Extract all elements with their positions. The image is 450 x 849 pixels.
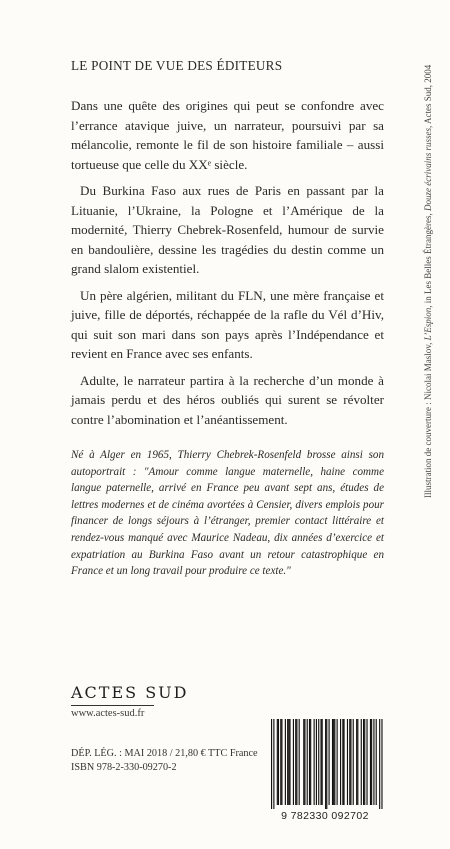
barcode-icon — [266, 717, 384, 809]
synopsis — [71, 96, 384, 436]
author-bio: Né à Alger en 1965, Thierry Chebrek-Rosenfeld brosse ainsi son autoportrait : "Amour comme langue maternelle, haine comme langue paternelle, arrivé en France peu avant sept ans, études de lettres modernes et de cinéma avortées à Censier, divers emplois pour financer de longs séjours à l’étranger, premier contact littéraire et rendez-vous manqué avec Maurice Nadeau, dix années d’exercice et expatriation au Burkina Faso avant un retour catastrophique en France et un long travail pour produire ce texte." — [71, 449, 384, 578]
publisher-url: www.actes-sud.fr — [71, 708, 145, 719]
publisher-block — [71, 683, 271, 719]
legal-deposit-price: DÉP. LÉG. : MAI 2018 / 21,80 € TTC France — [71, 748, 258, 759]
section-heading: LE POINT DE VUE DES ÉDITEURS — [71, 58, 283, 73]
credits-title-1: L’Espion — [423, 307, 433, 341]
credits-title-2: Douze écrivains russes — [423, 127, 433, 211]
synopsis-paragraph: Adulte, le narrateur partira à la recherche d’un monde à jamais perdu et des héros oubliés qui surent se révolter contre l’abomination et l’anéantissement. — [71, 372, 384, 427]
credits-middle: , in Les Belles Étrangères, — [423, 210, 433, 308]
credits-prefix: Illustration de couverture : Nicolai Maslov, — [423, 340, 433, 498]
synopsis-paragraph: Du Burkina Faso aux rues de Paris en passant par la Lituanie, l’Ukraine, la Pologne et l’Amérique de la modernité, Thierry Chebrek-Rosenfeld, humour de survie en bandoulière, dessine les tragédies du destin comme un grand slalom existentiel. — [71, 183, 384, 276]
credits-suffix: , Actes Sud, 2004 — [423, 64, 433, 128]
barcode — [266, 717, 384, 825]
cover-credits — [423, 64, 434, 498]
isbn: ISBN 978-2-330-09270-2 — [71, 761, 177, 773]
publisher-logo: ACTES SUD — [71, 683, 271, 706]
synopsis-paragraph: Un père algérien, militant du FLN, une mère française et juive, fille de déportés, réchappée de la rafle du Vél d’Hiv, qui suit son mari dans son pays après l’Indépendance et revient en France avec ses enfants. — [71, 287, 384, 361]
synopsis-paragraph: Dans une quête des origines qui peut se confondre avec l’errance atavique juive, un narrateur, poursuivi par sa mélancolie, remonte le fil de son histoire familiale – aussi tortueuse que celle du XXᵉ siècle. — [71, 98, 384, 172]
barcode-number: 9 782330 092702 — [281, 810, 369, 822]
